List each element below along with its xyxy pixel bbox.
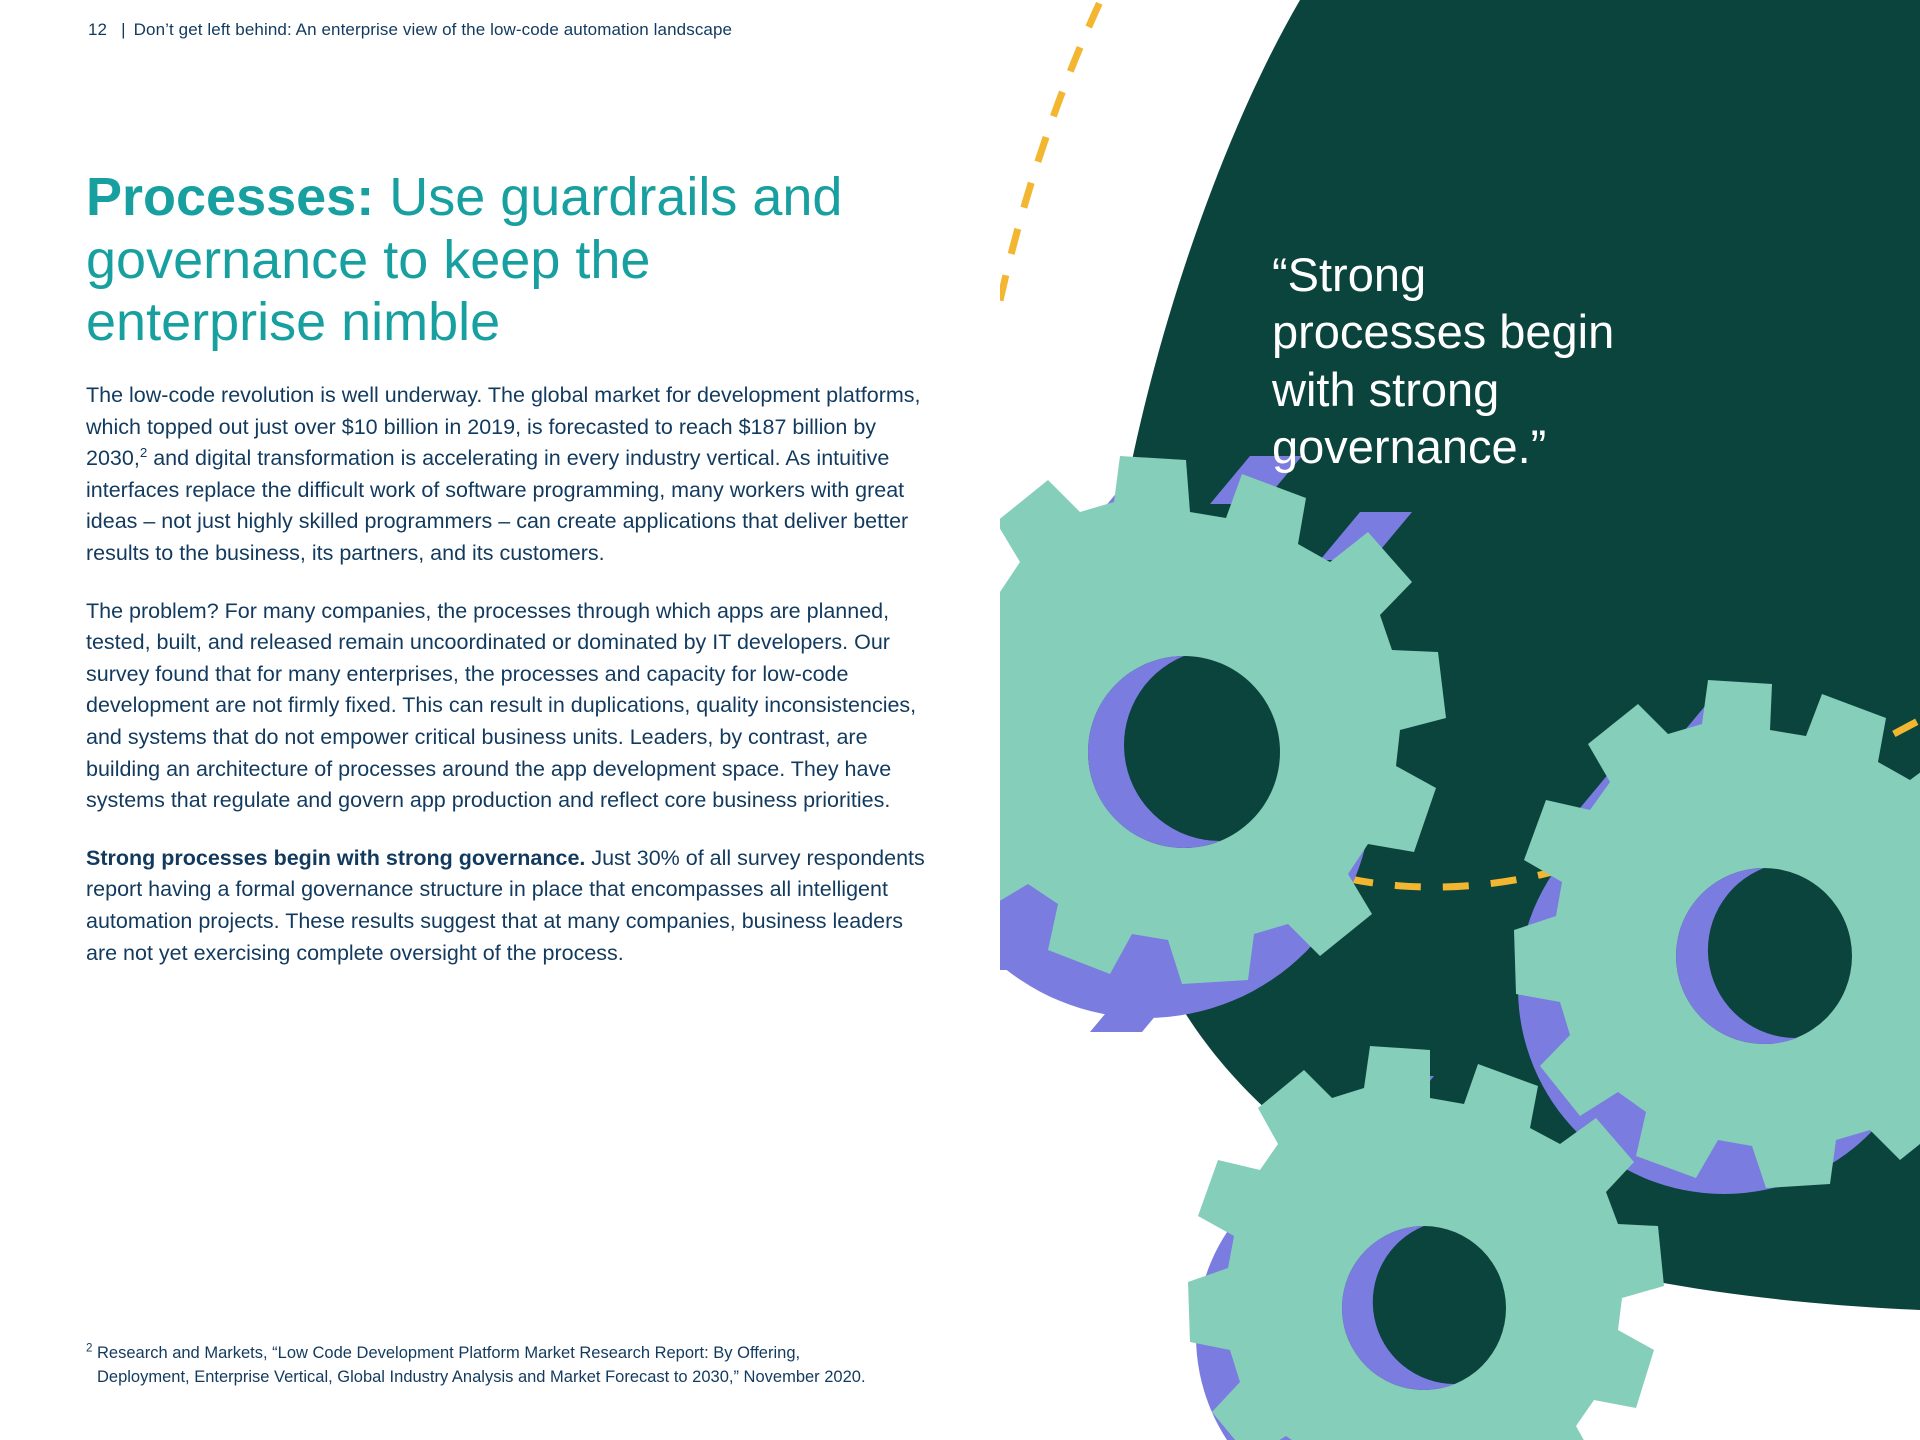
page-title-strong: Processes: [86, 167, 375, 228]
page-title [86, 166, 896, 354]
paragraph-2: The problem? For many companies, the processes through which apps are planned, tested, built, and released remain uncoordinated or dominated by IT developers. Our survey found that for many enterprises, the processes and capacity for low-code development are not firmly fixed. This can result in duplications, quality inconsistencies, and systems that do not empower critical business units. Leaders, by contrast, are building an architecture of processes around the app development space. They have systems that regulate and govern app production and reflect core business priorities. [86, 598, 917, 813]
footnote [86, 1342, 1026, 1390]
artwork-svg [1000, 0, 1920, 1440]
paragraph-3-lead-in: Strong processes begin with strong governance. [86, 845, 586, 870]
paragraph-1-part-b: and digital transformation is accelerating in every industry vertical. As intuitive interfaces replace the difficult work of software programming, many workers with great ideas – not just highly skilled programmers – can create applications that deliver better results to the business, its partners, and its customers. [86, 446, 909, 565]
footnote-marker: 2 [86, 1342, 93, 1355]
header-document-title: Don’t get left behind: An enterprise view of the low-code automation landscape [133, 20, 733, 39]
header-separator: | [121, 20, 126, 39]
footnote-line-2: Deployment, Enterprise Vertical, Global Industry Analysis and Market Forecast to 2030,” November 2020. [97, 1368, 866, 1387]
page-title-rest: Use guardrails and governance to keep the enterprise nimble [86, 167, 843, 353]
body-copy [86, 380, 931, 969]
pull-quote: “Strong processes begin with strong governance.” [1272, 248, 1615, 473]
paragraph-1 [86, 380, 931, 570]
artwork-panel [1000, 0, 1920, 1440]
page-number: 12 [88, 20, 108, 39]
page-header [88, 20, 732, 40]
footnote-marker-inline: 2 [139, 445, 148, 461]
paragraph-3 [86, 843, 931, 969]
paragraph-1-part-a: The low-code revolution is well underway. The global market for development platforms, which topped out just over $10 billion in 2019, is forecasted to reach $187 billion by 2030, [86, 383, 921, 471]
paragraph-3-rest: Just 30% of all survey respondents report having a formal governance structure in place that encompasses all intelligent automation projects. These results suggest that at many companies, business leaders are not yet exercising complete oversight of the process. [86, 845, 925, 965]
footnote-line-1: Research and Markets, “Low Code Development Platform Market Research Report: By Offering, [92, 1344, 801, 1363]
